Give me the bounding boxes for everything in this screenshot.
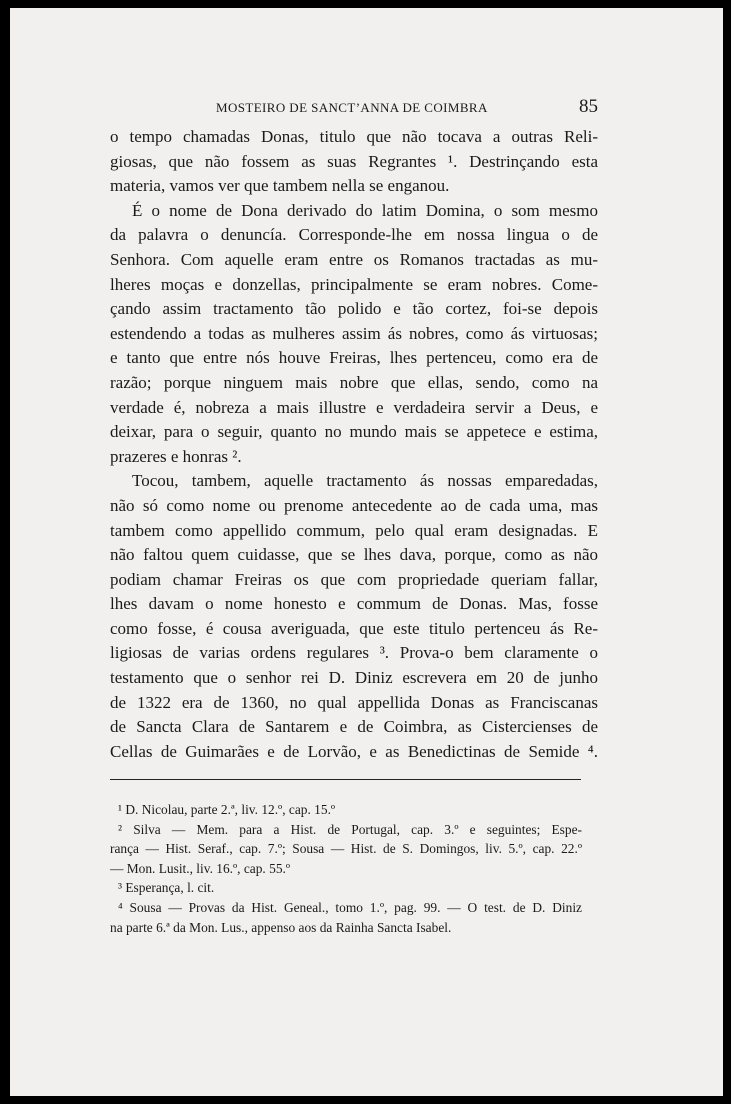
footnote-line: na parte 6.ª da Mon. Lus., appenso aos da Rainha Sancta Isabel. [110, 919, 452, 935]
text-line: e tanto que entre nós houve Freiras, lhes pertenceu, como era de [110, 348, 598, 368]
footnote-line: ⁴ Sousa — Provas da Hist. Geneal., tomo 1.º, pag. 99. — O test. de D. Diniz [118, 899, 582, 915]
text-line: tambem como appellido commum, pelo qual eram designadas. E [110, 520, 598, 540]
book-page [10, 8, 723, 1096]
text-line: ligiosas de varias ordens regulares ³. Prova-o bem claramente o [110, 643, 598, 663]
text-line: Tocou, tambem, aquelle tractamento ás nossas emparedadas, [132, 471, 598, 491]
footnotes [110, 800, 582, 937]
text-line: de Sancta Clara de Santarem e de Coimbra, as Cistercienses de [110, 717, 598, 737]
text-line: giosas, que não fossem as suas Regrantes ¹. Destrinçando esta [110, 151, 598, 171]
footnote-line: — Mon. Lusit., liv. 16.º, cap. 55.º [110, 860, 291, 876]
footnote-line: ³ Esperança, l. cit. [118, 880, 215, 896]
text-line: não só como nome ou prenome antecedente ao de cada uma, mas [110, 495, 598, 515]
text-line: verdade é, nobreza a mais illustre e verdadeira servir a Deus, e [110, 397, 598, 417]
text-line: da palavra o denuncía. Corresponde-lhe em nossa lingua o de [110, 225, 598, 245]
text-line: Cellas de Guimarães e de Lorvão, e as Benedictinas de Semide ⁴. [110, 741, 598, 761]
text-line: Senhora. Com aquelle eram entre os Romanos tractadas as mu- [110, 249, 598, 269]
text-line: çando assim tractamento tão polido e tão cortez, foi-se depois [110, 299, 598, 319]
text-line: como fosse, é cousa averiguada, que este titulo pertenceu ás Re- [110, 618, 598, 638]
footnote-line: ² Silva — Mem. para a Hist. de Portugal, cap. 3.º e seguintes; Espe- [118, 821, 582, 837]
text-line: deixar, para o seguir, quanto no mundo mais se appetece e estima, [110, 422, 598, 442]
footnote-line: ¹ D. Nicolau, parte 2.ª, liv. 12.º, cap. 15.º [118, 802, 336, 817]
text-line: estendendo a todas as mulheres assim ás nobres, como ás virtuosas; [110, 323, 598, 343]
text-line: prazeres e honras ². [110, 446, 242, 466]
text-line: lhes davam o nome honesto e commum de Donas. Mas, fosse [110, 594, 598, 614]
running-title: MOSTEIRO DE SANCT’ANNA DE COIMBRA [216, 100, 488, 115]
text-line: de 1322 era de 1360, no qual appellida Donas as Franciscanas [110, 692, 598, 712]
page-number: 85 [579, 96, 598, 117]
footnote-divider [110, 779, 581, 780]
page-header [110, 96, 598, 120]
text-line: lheres moças e donzellas, principalmente se eram nobres. Come- [110, 274, 598, 294]
text-line: materia, vamos ver que tambem nella se enganou. [110, 176, 450, 196]
text-line: não faltou quem cuidasse, que se lhes dava, porque, como as não [110, 545, 598, 565]
text-line: É o nome de Dona derivado do latim Domina, o som mesmo [132, 200, 598, 220]
text-line: o tempo chamadas Donas, titulo que não tocava a outras Reli- [110, 127, 598, 146]
text-line: razão; porque ninguem mais nobre que ellas, sendo, como na [110, 372, 598, 392]
footnote-line: rança — Hist. Seraf., cap. 7.º; Sousa — Hist. de S. Domingos, liv. 5.º, cap. 22.º [110, 841, 582, 857]
text-line: podiam chamar Freiras os que com propriedade queriam fallar, [110, 569, 598, 589]
body-text [110, 125, 598, 764]
text-line: testamento que o senhor rei D. Diniz escrevera em 20 de junho [110, 668, 598, 688]
